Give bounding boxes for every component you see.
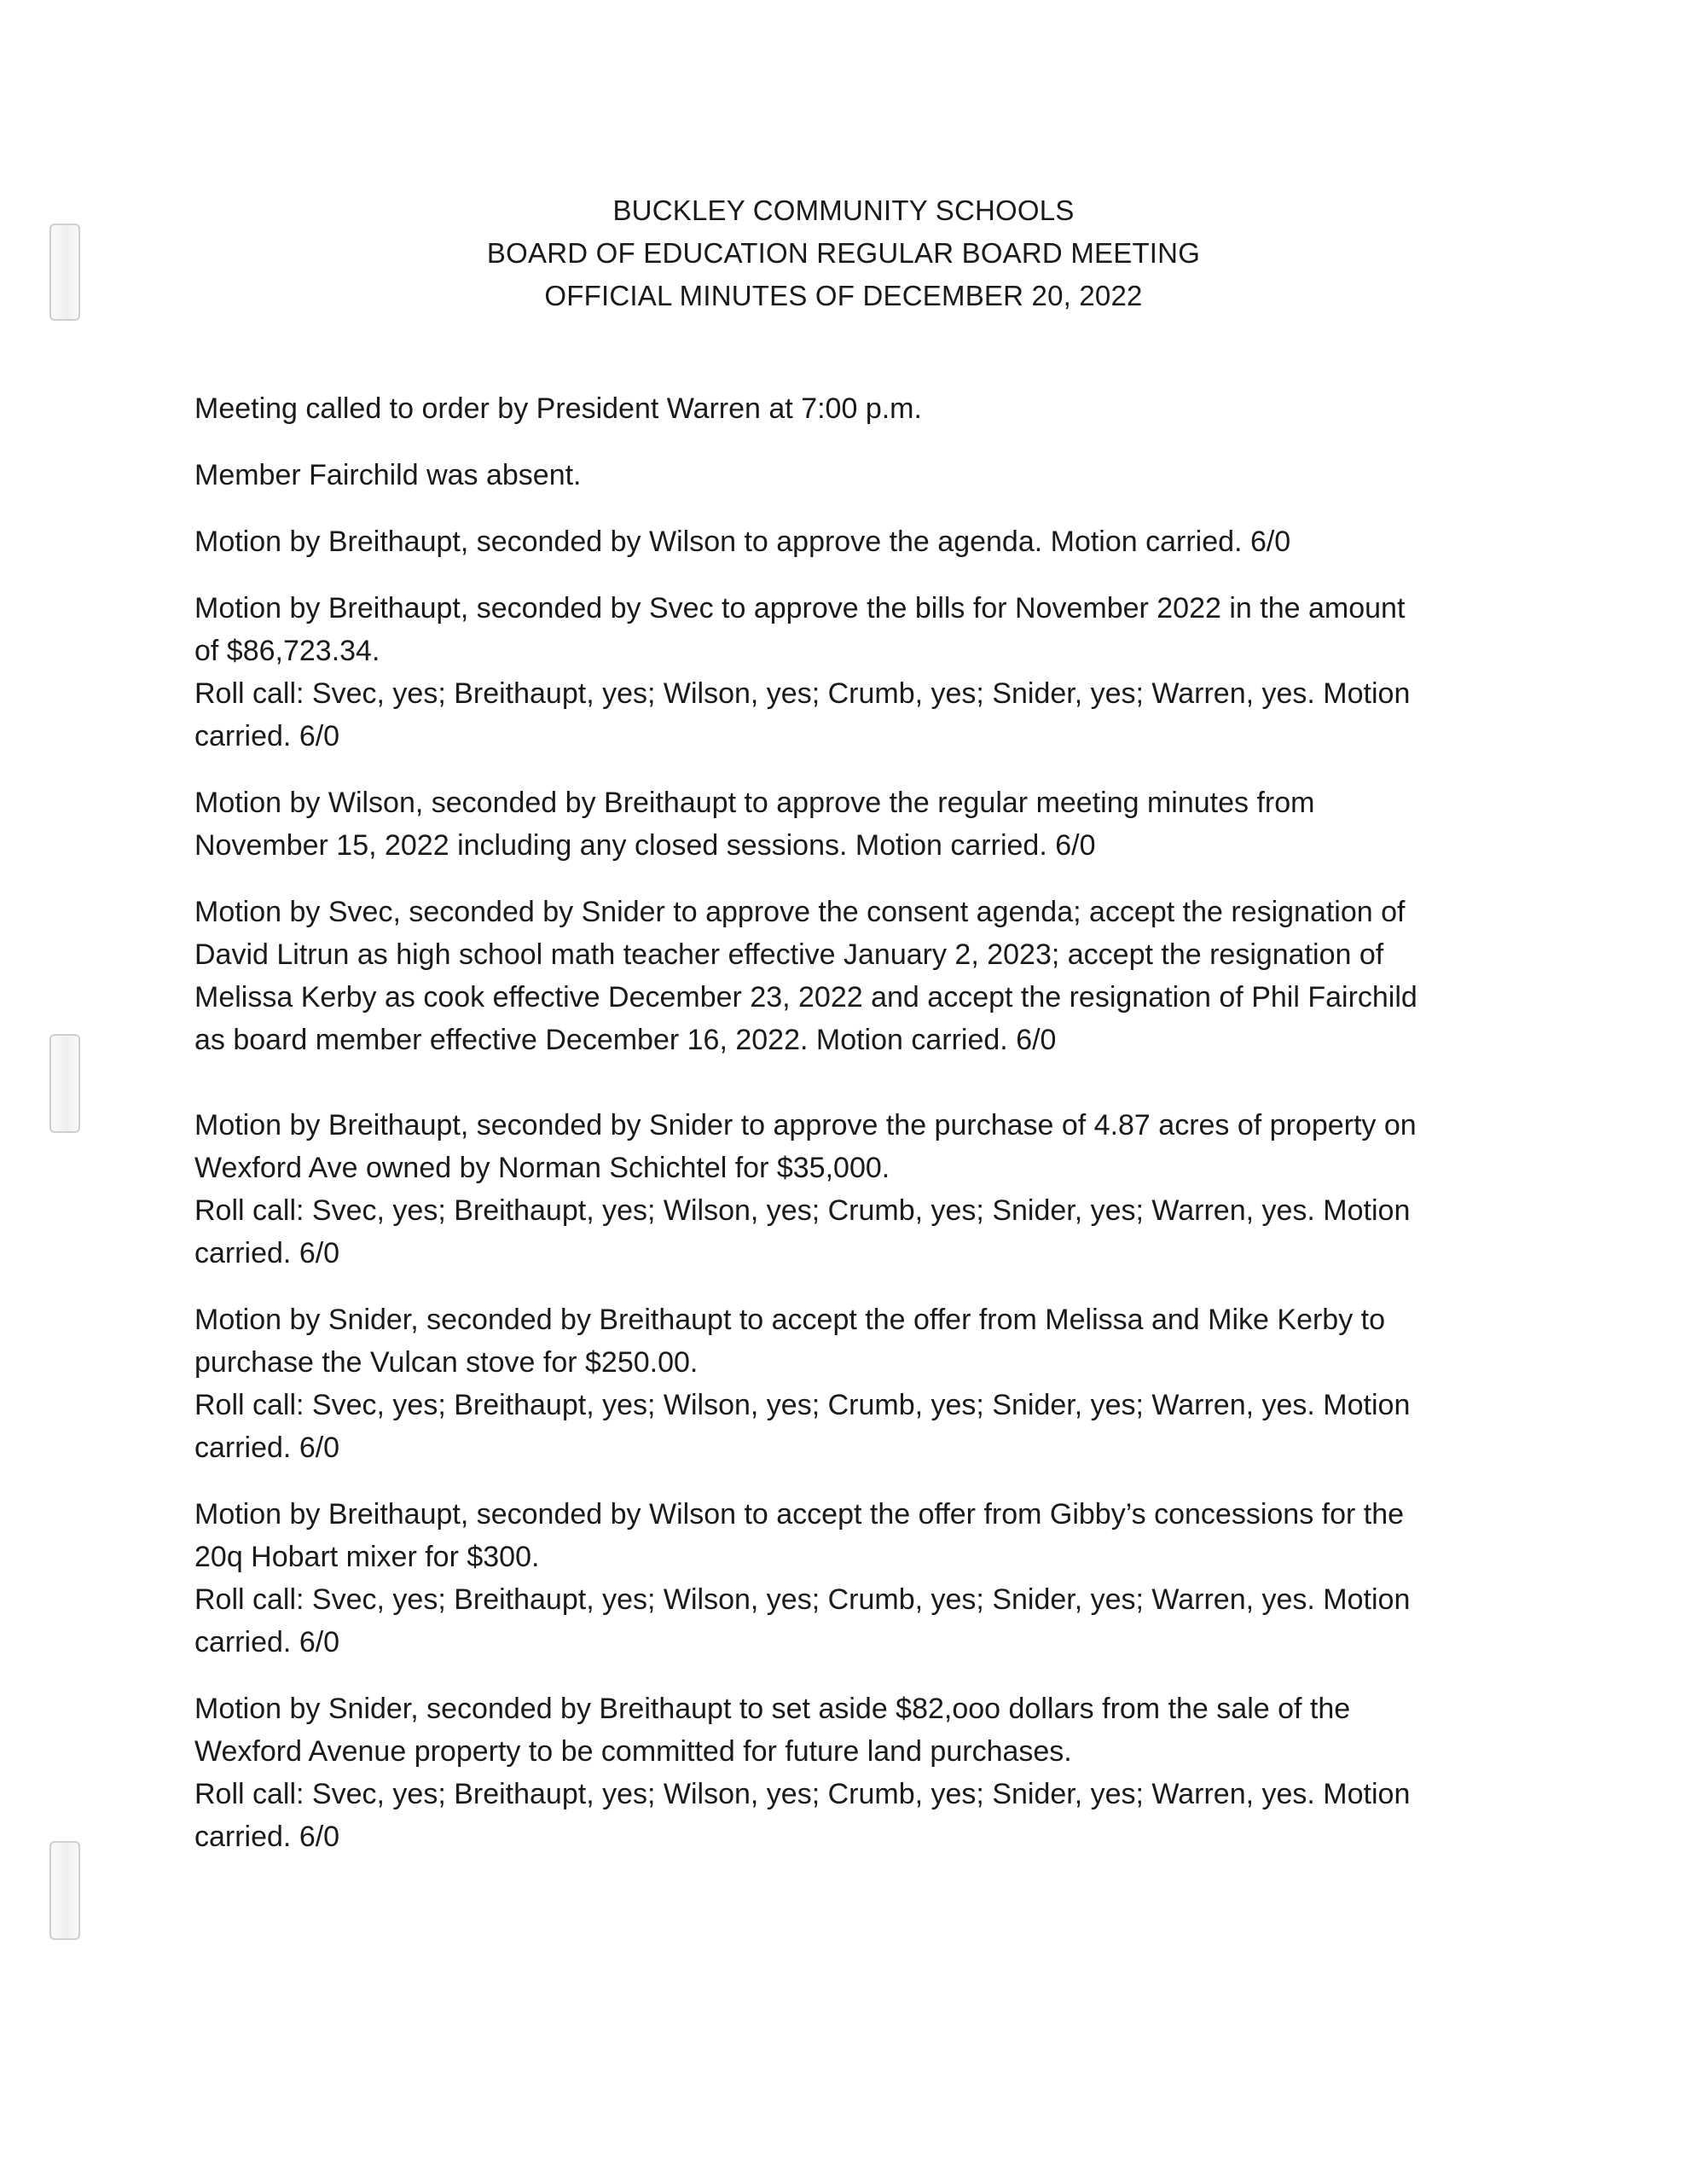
paragraph-line: Roll call: Svec, yes; Breithaupt, yes; Wilson, yes; Crumb, yes; Snider, yes; Warren, yes. Motion <box>194 1583 1411 1616</box>
paragraph-line: Roll call: Svec, yes; Breithaupt, yes; Wilson, yes; Crumb, yes; Snider, yes; Warren, yes. Motion <box>194 1194 1411 1227</box>
paragraph-line: Roll call: Svec, yes; Breithaupt, yes; Wilson, yes; Crumb, yes; Snider, yes; Warren, yes. Motion <box>194 1389 1411 1421</box>
paragraph-line: Roll call: Svec, yes; Breithaupt, yes; Wilson, yes; Crumb, yes; Snider, yes; Warren, yes. Motion <box>194 1778 1411 1810</box>
meeting-title: BOARD OF EDUCATION REGULAR BOARD MEETING <box>486 237 1201 269</box>
paragraph-line: Motion by Snider, seconded by Breithaupt to accept the offer from Melissa and Mike Kerby to <box>194 1304 1386 1336</box>
paragraph-line: Motion by Breithaupt, seconded by Snider to approve the purchase of 4.87 acres of property on <box>194 1109 1417 1141</box>
paragraph-line: Wexford Avenue property to be committed for future land purchases. <box>194 1735 1072 1768</box>
paragraph-line: Motion by Breithaupt, seconded by Wilson to accept the offer from Gibby’s concessions for the <box>194 1498 1405 1531</box>
school-name: BUCKLEY COMMUNITY SCHOOLS <box>612 195 1075 226</box>
paragraph-line: Meeting called to order by President Warren at 7:00 p.m. <box>194 392 922 425</box>
paragraph-line: Motion by Svec, seconded by Snider to approve the consent agenda; accept the resignation of <box>194 896 1406 928</box>
paragraph-line: Motion by Snider, seconded by Breithaupt to set aside $82,ooo dollars from the sale of the <box>194 1693 1351 1725</box>
paragraph-line: 20q Hobart mixer for $300. <box>194 1541 540 1573</box>
paragraph-line: November 15, 2022 including any closed sessions. Motion carried. 6/0 <box>194 829 1096 862</box>
minutes-body <box>194 387 1508 1882</box>
absence-paragraph <box>194 454 1508 497</box>
set-aside-funds-motion-paragraph <box>194 1687 1508 1858</box>
paragraph-line: Motion by Breithaupt, seconded by Wilson to approve the agenda. Motion carried. 6/0 <box>194 526 1291 558</box>
paragraph-line: carried. 6/0 <box>194 1237 340 1269</box>
paragraph-line: David Litrun as high school math teacher effective January 2, 2023; accept the resignation of <box>194 938 1384 971</box>
paragraph-line: of $86,723.34. <box>194 635 380 667</box>
agenda-motion-paragraph <box>194 520 1508 563</box>
bills-motion-paragraph <box>194 587 1508 758</box>
mixer-sale-motion-paragraph <box>194 1493 1508 1664</box>
paragraph-line: as board member effective December 16, 2022. Motion carried. 6/0 <box>194 1024 1057 1056</box>
paragraph-line: carried. 6/0 <box>194 1821 340 1853</box>
paragraph-line: Motion by Breithaupt, seconded by Svec to approve the bills for November 2022 in the amount <box>194 592 1406 624</box>
paragraph-line: carried. 6/0 <box>194 1626 340 1658</box>
paragraph-line: Melissa Kerby as cook effective December 23, 2022 and accept the resignation of Phil Fairchild <box>194 981 1417 1014</box>
property-purchase-motion-paragraph <box>194 1104 1508 1275</box>
paragraph-line: purchase the Vulcan stove for $250.00. <box>194 1346 699 1379</box>
paragraph-line: Member Fairchild was absent. <box>194 459 582 491</box>
stove-sale-motion-paragraph <box>194 1298 1508 1469</box>
paragraph-line: carried. 6/0 <box>194 720 340 752</box>
paragraph-line: carried. 6/0 <box>194 1432 340 1464</box>
binder-hole-middle <box>49 1034 80 1133</box>
document-header <box>0 189 1687 317</box>
prior-minutes-motion-paragraph <box>194 781 1508 867</box>
paragraph-line: Motion by Wilson, seconded by Breithaupt to approve the regular meeting minutes from <box>194 787 1315 819</box>
paragraph-line: Wexford Ave owned by Norman Schichtel for $35,000. <box>194 1152 890 1184</box>
binder-hole-bottom <box>49 1841 80 1940</box>
minutes-date-title: OFFICIAL MINUTES OF DECEMBER 20, 2022 <box>544 280 1143 311</box>
call-to-order-paragraph <box>194 387 1508 430</box>
paragraph-line: Roll call: Svec, yes; Breithaupt, yes; Wilson, yes; Crumb, yes; Snider, yes; Warren, yes. Motion <box>194 677 1411 710</box>
consent-agenda-motion-paragraph <box>194 891 1508 1061</box>
